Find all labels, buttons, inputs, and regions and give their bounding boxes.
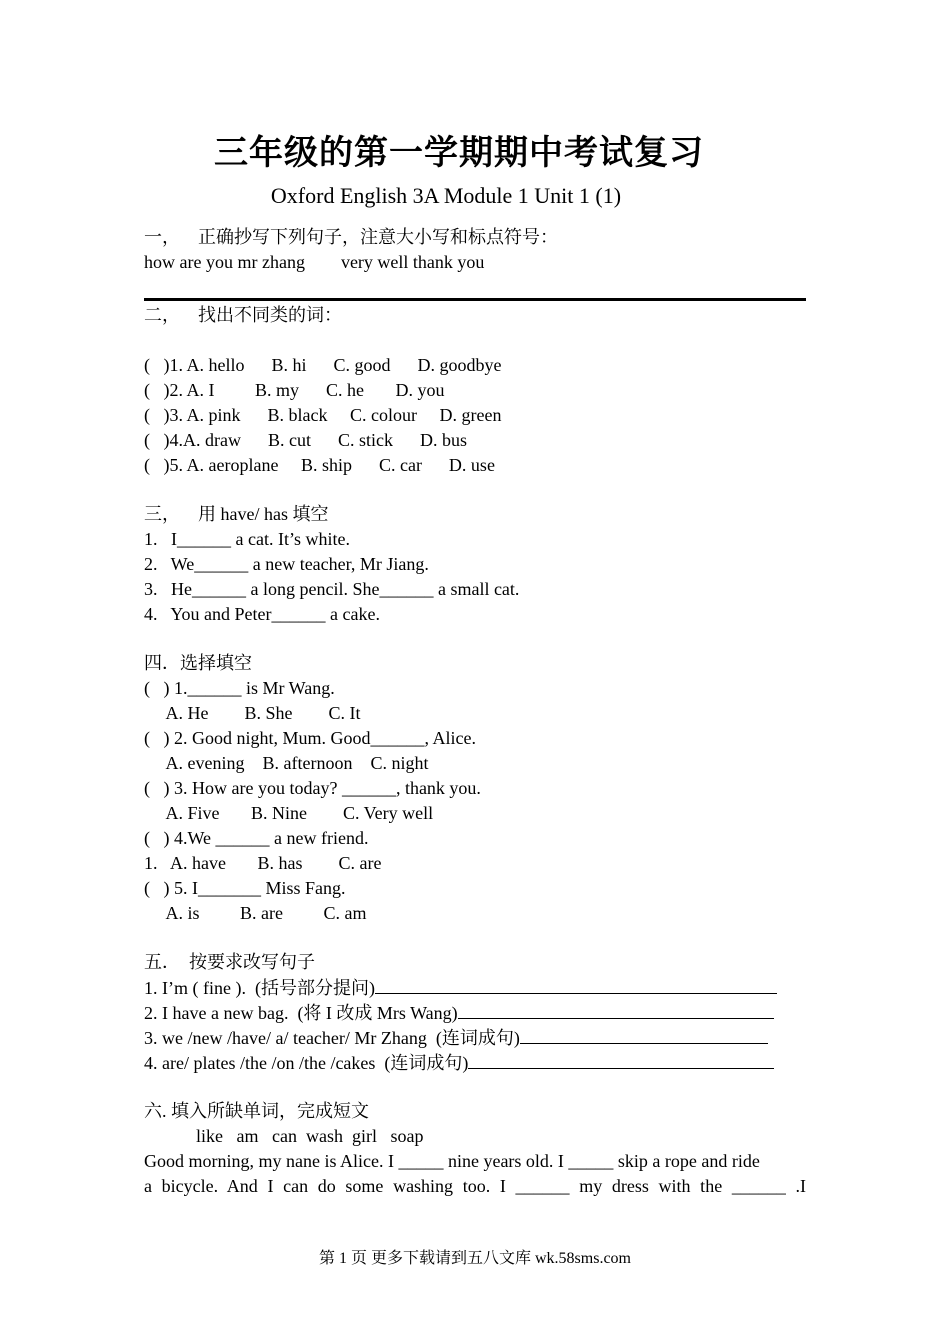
question-item: ( ) 1.______ is Mr Wang.	[144, 678, 335, 698]
question-item: 3. He______ a long pencil. She______ a small cat.	[144, 579, 520, 599]
question-options: A. He B. She C. It	[144, 703, 361, 723]
question-item: ( ) 2. Good night, Mum. Good______, Alice.	[144, 728, 476, 748]
section-5-heading: 五． 按要求改写句子	[144, 952, 315, 972]
answer-blank	[375, 975, 777, 994]
question-options: A. evening B. afternoon C. night	[144, 753, 429, 773]
question-item: ( ) 4.We ______ a new friend.	[144, 828, 369, 848]
rewrite-item	[144, 1050, 774, 1076]
passage-text: Good morning, my nane is Alice. I _____ nine years old. I _____ skip a rope and ride	[144, 1151, 760, 1171]
section-2-heading: 二， 找出不同类的词：	[144, 305, 342, 325]
question-item: ( )1. A. hello B. hi C. good D. goodbye	[144, 355, 502, 375]
question-options: A. Five B. Nine C. Very well	[144, 803, 434, 823]
passage-line	[144, 1174, 806, 1199]
page-title: 三年级的第一学期期中考试复习	[214, 135, 704, 172]
page-footer: 第 1 页 更多下载请到五八文库 wk.58sms.com	[318, 1250, 631, 1267]
rewrite-prompt: 2. I have a new bag. (将 I 改成 Mrs Wang)	[144, 1003, 458, 1023]
passage-line	[144, 1149, 806, 1174]
rewrite-item	[144, 975, 777, 1001]
question-options: A. is B. are C. am	[144, 903, 367, 923]
question-item: 1. I______ a cat. It’s white.	[144, 529, 350, 549]
question-item: ( ) 5. I_______ Miss Fang.	[144, 878, 346, 898]
question-item: 4. You and Peter______ a cake.	[144, 604, 380, 624]
passage-text: a bicycle. And I can do some washing too. I ______ my dress with the ______ .I	[144, 1176, 806, 1196]
answer-blank	[458, 1000, 774, 1019]
question-item: 2. We______ a new teacher, Mr Jiang.	[144, 554, 429, 574]
page-subtitle: Oxford English 3A Module 1 Unit 1 (1)	[270, 183, 622, 208]
word-bank: like am can wash girl soap	[196, 1126, 424, 1146]
rewrite-item	[144, 1000, 774, 1026]
question-item: ( )4.A. draw B. cut C. stick D. bus	[144, 430, 467, 450]
question-item: ( ) 3. How are you today? ______, thank you.	[144, 778, 481, 798]
rewrite-prompt: 4. are/ plates /the /on /the /cakes (连词成句)	[144, 1053, 469, 1073]
answer-blank	[468, 1050, 774, 1069]
section-1-heading: 一， 正确抄写下列句子，注意大小写和标点符号：	[144, 227, 558, 247]
rewrite-prompt: 3. we /new /have/ a/ teacher/ Mr Zhang (连词成句)	[144, 1028, 520, 1048]
section-3-heading: 三， 用 have/ has 填空	[144, 504, 329, 524]
section-1-sentence: how are you mr zhang very well thank you	[144, 252, 485, 272]
answer-line	[144, 298, 806, 301]
question-item: ( )2. A. I B. my C. he D. you	[144, 380, 445, 400]
section-6-heading: 六. 填入所缺单词，完成短文	[144, 1101, 369, 1121]
answer-blank	[520, 1025, 768, 1044]
rewrite-prompt: 1. I’m ( fine ). (括号部分提问)	[144, 978, 375, 998]
question-item: ( )3. A. pink B. black C. colour D. green	[144, 405, 502, 425]
section-4-heading: 四．选择填空	[144, 653, 252, 673]
question-options: 1. A. have B. has C. are	[144, 853, 382, 873]
question-item: ( )5. A. aeroplane B. ship C. car D. use	[144, 455, 495, 475]
rewrite-item	[144, 1025, 768, 1051]
